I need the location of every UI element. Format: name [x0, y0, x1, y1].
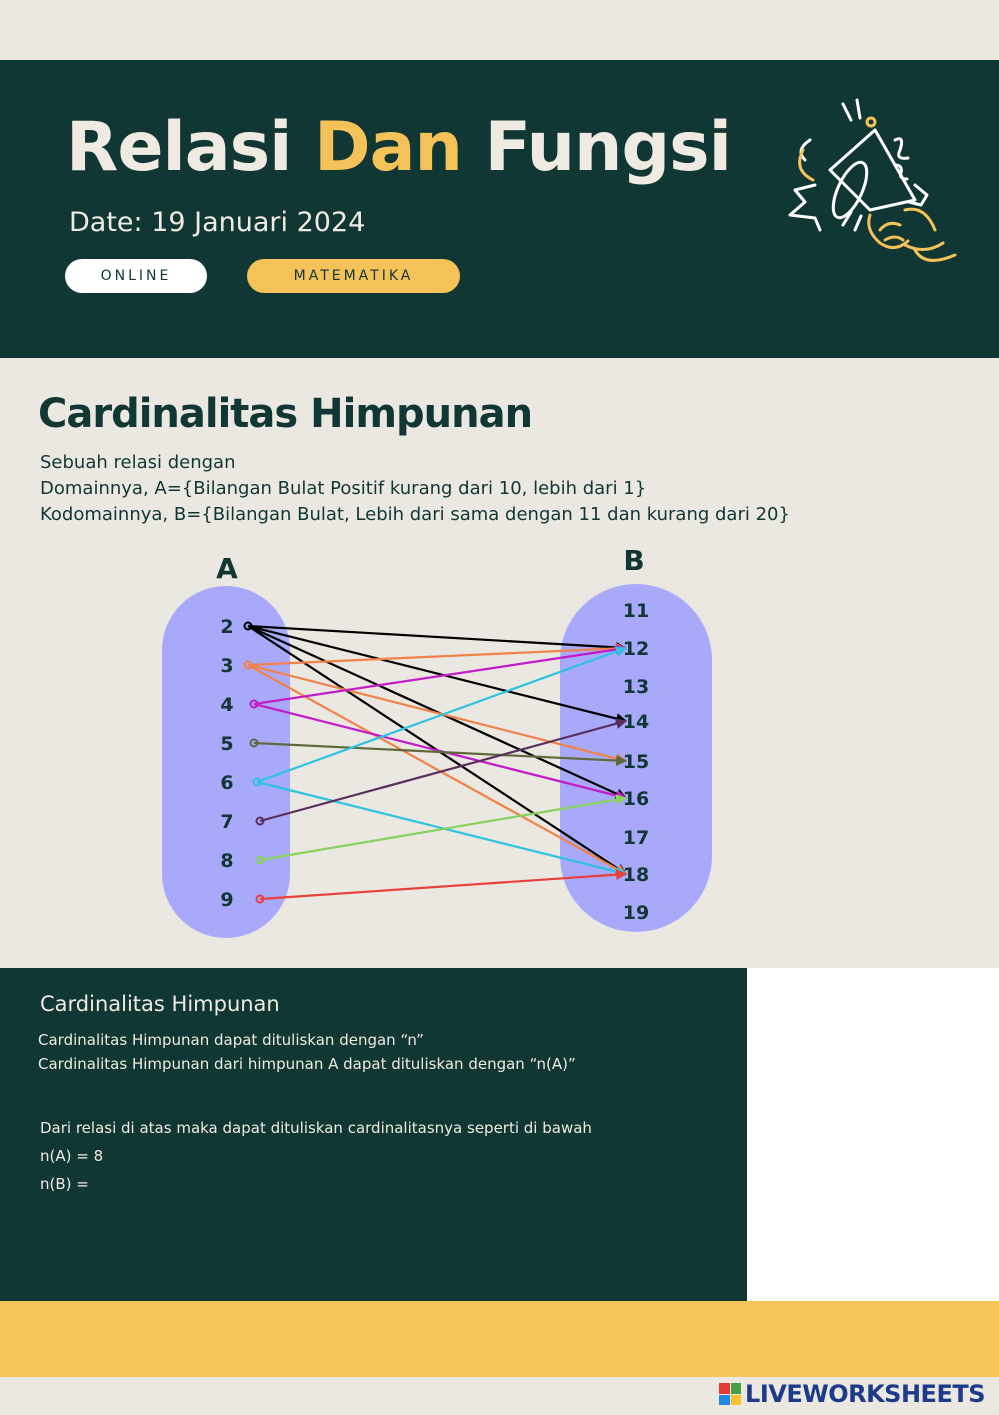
arrow-diagram: [150, 540, 750, 950]
domain-element: 6: [220, 772, 234, 794]
panel-answers: [40, 1114, 592, 1198]
codomain-element: 13: [622, 676, 650, 698]
codomain-element: 12: [622, 638, 650, 660]
section-title: Cardinalitas Himpunan: [38, 391, 533, 437]
domain-element: 9: [220, 889, 234, 911]
description-line: Sebuah relasi dengan: [40, 452, 236, 473]
date-label: Date: 19 Januari 2024: [69, 207, 366, 238]
description-line: Kodomainnya, B={Bilangan Bulat, Lebih dari sama dengan 11 dan kurang dari 20}: [40, 504, 790, 525]
cardinality-panel: [0, 968, 747, 1301]
page-title: [66, 108, 731, 188]
panel-line: Cardinalitas Himpunan dapat dituliskan dengan “n”: [38, 1031, 424, 1049]
set-a-label: A: [216, 552, 238, 585]
title-part-relasi: Relasi: [66, 108, 315, 187]
set-b-label: B: [623, 544, 645, 577]
liveworksheets-brand: [719, 1378, 985, 1410]
online-tag: ONLINE: [65, 259, 207, 293]
panel-title: Cardinalitas Himpunan: [40, 992, 280, 1016]
subject-tag: MATEMATIKA: [247, 259, 460, 293]
answer-n-a: n(A) = 8: [40, 1147, 104, 1165]
domain-element: 8: [220, 850, 234, 872]
description: [40, 450, 790, 528]
panel-line: Dari relasi di atas maka dapat dituliskan cardinalitasnya seperti di bawah: [40, 1119, 592, 1137]
title-part-fungsi: Fungsi: [461, 108, 731, 187]
panel-definition: [38, 1028, 576, 1076]
answer-n-b: n(B) =: [40, 1175, 89, 1193]
megaphone-icon: [775, 90, 965, 290]
domain-element: 3: [220, 655, 234, 677]
title-part-dan: Dan: [314, 108, 462, 187]
liveworksheets-logo-icon: [719, 1383, 741, 1405]
set-a-oval: [162, 586, 290, 938]
codomain-element: 14: [622, 711, 650, 733]
brand-text: LIVEWORKSHEETS: [745, 1380, 985, 1408]
domain-element: 2: [220, 616, 234, 638]
codomain-element: 17: [622, 827, 650, 849]
footer-bar: [0, 1301, 999, 1377]
domain-element: 4: [220, 694, 234, 716]
codomain-element: 11: [622, 600, 650, 622]
domain-element: 7: [220, 811, 234, 833]
codomain-element: 16: [622, 788, 650, 810]
domain-element: 5: [220, 733, 234, 755]
answer-box: [747, 968, 999, 1301]
panel-line: Cardinalitas Himpunan dari himpunan A dapat dituliskan dengan “n(A)”: [38, 1055, 576, 1073]
codomain-element: 19: [622, 902, 650, 924]
codomain-element: 15: [622, 751, 650, 773]
codomain-element: 18: [622, 864, 650, 886]
description-line: Domainnya, A={Bilangan Bulat Positif kurang dari 10, lebih dari 1}: [40, 478, 647, 499]
